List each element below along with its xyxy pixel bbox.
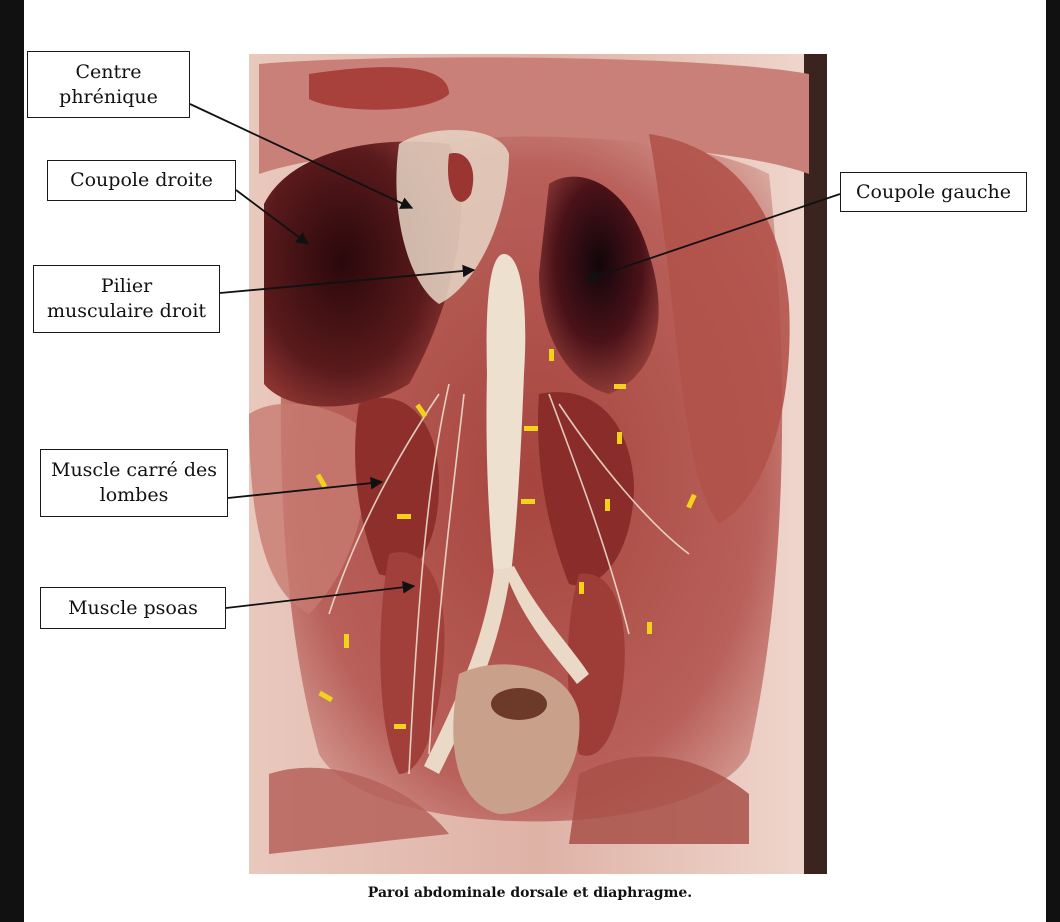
pelvic-opening <box>491 688 547 720</box>
label-centre-phrenique: Centre phrénique <box>27 51 190 118</box>
label-coupole-droite: Coupole droite <box>47 160 236 201</box>
label-muscle-carre-des-lombes: Muscle carré des lombes <box>40 449 228 517</box>
photo-edge <box>804 54 827 874</box>
rib-muscle <box>309 67 449 110</box>
label-pilier-musculaire-droit: Pilier musculaire droit <box>33 265 220 333</box>
figure-caption: Paroi abdominale dorsale et diaphragme. <box>367 885 693 901</box>
dissection-photo <box>249 54 827 874</box>
label-muscle-psoas: Muscle psoas <box>40 587 226 629</box>
label-coupole-gauche: Coupole gauche <box>840 172 1027 212</box>
